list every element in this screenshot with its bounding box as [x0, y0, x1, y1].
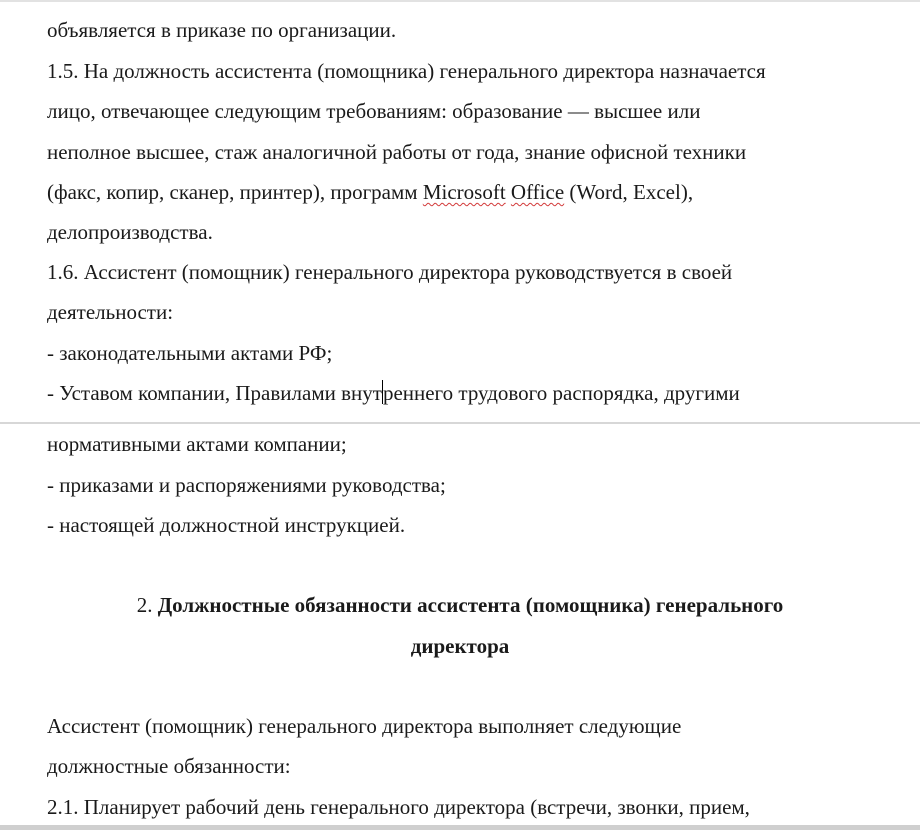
- paragraph-line: 1.6. Ассистент (помощник) генерального директора руководствуется в своей: [47, 260, 733, 284]
- paragraph-line: - настоящей должностной инструкцией.: [47, 513, 406, 537]
- spellcheck-flagged-word[interactable]: Microsoft: [422, 180, 506, 204]
- paragraph-line: 1.5. На должность ассистента (помощника) генерального директора назначается: [47, 59, 766, 83]
- text-run: реннего трудового распорядка, другими: [382, 381, 740, 405]
- text-run: (факс, копир, сканер, принтер), программ: [47, 180, 423, 204]
- paragraph-line: должностные обязанности:: [47, 754, 291, 778]
- paragraph-line: деятельности:: [47, 300, 174, 324]
- section-heading: [0, 591, 920, 619]
- section-number: 2.: [136, 593, 158, 617]
- paragraph-line: неполное высшее, стаж аналогичной работы от года, знание офисной техники: [47, 140, 747, 164]
- paragraph-line: [47, 178, 693, 206]
- paragraph-line: - законодательными актами РФ;: [47, 341, 333, 365]
- text-run: - Уставом компании, Правилами внут: [47, 381, 382, 405]
- paragraph-line: делопроизводства.: [47, 220, 213, 244]
- section-title: директора: [410, 634, 510, 658]
- paragraph-line: 2.1. Планирует рабочий день генерального директора (встречи, звонки, прием,: [47, 795, 750, 819]
- spellcheck-flagged-word[interactable]: Office: [510, 180, 565, 204]
- page-bottom-edge: [0, 825, 920, 830]
- paragraph-line: нормативными актами компании;: [47, 432, 347, 456]
- paragraph-line: объявляется в приказе по организации.: [47, 18, 397, 42]
- paragraph-line: Ассистент (помощник) генерального директора выполняет следующие: [47, 714, 682, 738]
- paragraph-line: - приказами и распоряжениями руководства;: [47, 473, 446, 497]
- document-page-2: [0, 424, 920, 824]
- section-heading-continued: [0, 632, 920, 660]
- section-title: Должностные обязанности ассистента (помощника) генерального: [157, 593, 784, 617]
- document-page-1: [0, 0, 920, 410]
- text-run: (Word, Excel),: [564, 180, 694, 204]
- paragraph-line: [47, 379, 740, 407]
- paragraph-line: лицо, отвечающее следующим требованиям: образование — высшее или: [47, 99, 701, 123]
